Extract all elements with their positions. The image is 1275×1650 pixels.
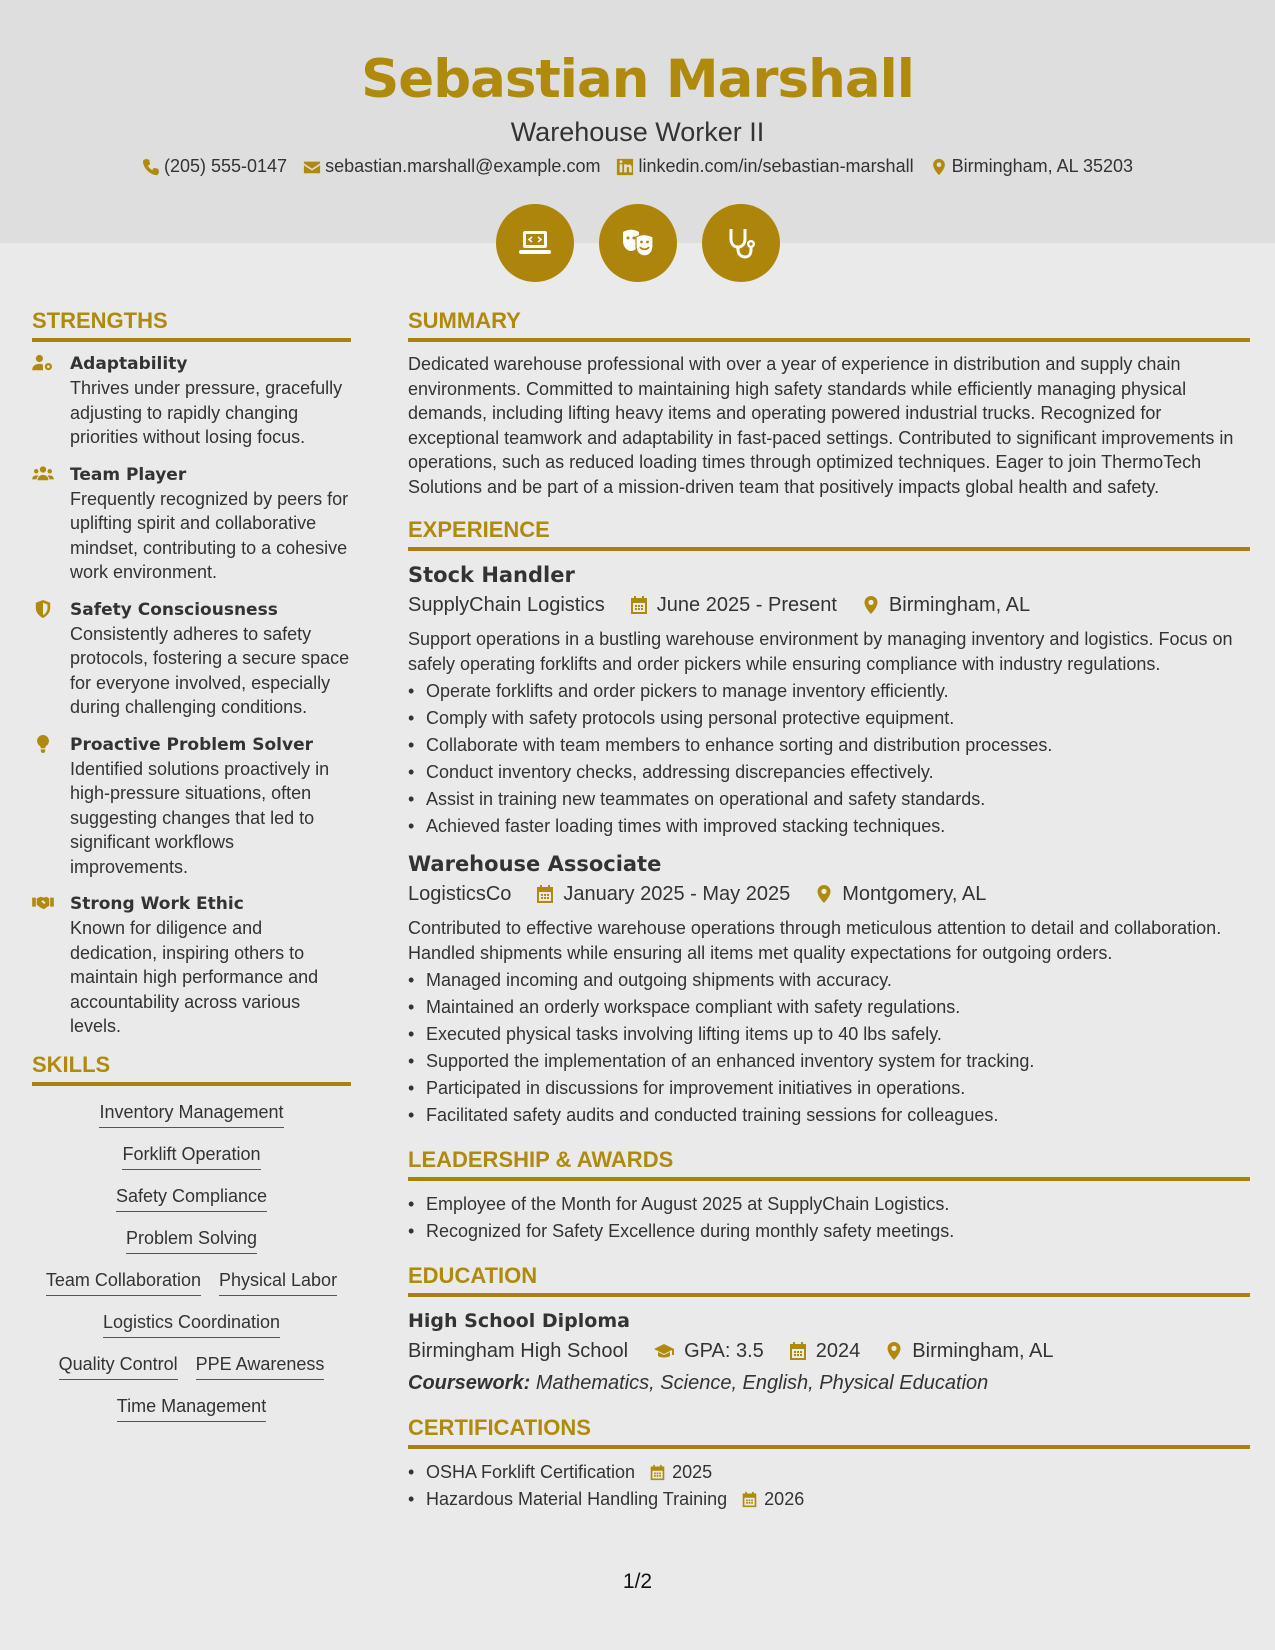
- strength-desc: Known for diligence and dedication, inspiring others to maintain high performance and accountability across various levels.: [70, 918, 319, 1036]
- list-item: • Comply with safety protocols using personal protective equipment.: [408, 705, 1250, 732]
- contact-linkedin[interactable]: [616, 156, 913, 177]
- users-icon: [32, 465, 54, 483]
- linkedin-text: linkedin.com/in/sebastian-marshall: [638, 156, 914, 176]
- strength-title: Safety Consciousness: [70, 599, 278, 620]
- gpa: GPA: 3.5: [684, 1340, 764, 1362]
- experience-heading: EXPERIENCE: [408, 517, 1250, 551]
- job-meta: [408, 878, 1250, 910]
- cert-name: • Hazardous Material Handling Training: [426, 1489, 728, 1509]
- location-pin-icon: [861, 595, 881, 615]
- graduation-cap-icon: [652, 1341, 676, 1361]
- job-bullets: [408, 678, 1250, 840]
- strength-title: Proactive Problem Solver: [70, 734, 313, 755]
- strength-item: [32, 598, 351, 720]
- coursework-text: Mathematics, Science, English, Physical Education: [535, 1372, 989, 1394]
- calendar-icon: [788, 1341, 808, 1361]
- cert-year: 2025: [672, 1462, 713, 1482]
- lightbulb-icon: [32, 735, 54, 753]
- strength-desc: Frequently recognized by peers for uplifting spirit and collaborative mindset, contributing to a cohesive work environment.: [70, 488, 349, 582]
- skill-tag: Safety Compliance: [116, 1184, 267, 1212]
- strength-desc: Thrives under pressure, gracefully adjusting to rapidly changing priorities without losing focus.: [70, 378, 343, 447]
- left-column: [32, 308, 351, 1436]
- job-title: Warehouse Worker II: [510, 117, 765, 147]
- certifications-list: [408, 1459, 1250, 1513]
- list-item: [408, 1459, 1250, 1486]
- job-role: Warehouse Associate: [408, 852, 662, 876]
- skill-tag: Forklift Operation: [122, 1142, 260, 1170]
- strength-item: [32, 352, 351, 450]
- list-item: [408, 1486, 1250, 1513]
- skill-tag: PPE Awareness: [196, 1352, 325, 1380]
- contact-location: [930, 156, 1133, 177]
- certifications-section: [408, 1415, 1250, 1513]
- strength-title: Strong Work Ethic: [70, 894, 244, 914]
- strength-title: Adaptability: [70, 354, 188, 374]
- location-pin-icon: [930, 158, 948, 176]
- skills-list: [32, 1100, 351, 1422]
- job-entry: [408, 850, 1250, 1129]
- coursework: [408, 1369, 1250, 1397]
- list-item: • Collaborate with team members to enhance sorting and distribution processes.: [408, 732, 1250, 759]
- interest-icons: [0, 204, 1275, 282]
- strength-desc: Identified solutions proactively in high-pressure situations, often suggesting changes that led to significant workflows improvements.: [70, 758, 330, 877]
- strength-item: [32, 892, 351, 1039]
- contact-email[interactable]: [303, 156, 600, 177]
- linkedin-icon: [616, 158, 634, 176]
- job-description: Support operations in a bustling warehouse environment by managing inventory and logistics. Focus on safely operating forklifts and order pickers while ensuring compliance with industry regulations.: [408, 629, 1233, 674]
- job-company: LogisticsCo: [408, 883, 512, 905]
- list-item: • Maintained an orderly workspace compliant with safety regulations.: [408, 994, 1250, 1021]
- summary-heading: SUMMARY: [408, 308, 1250, 342]
- skill-tag: Logistics Coordination: [103, 1310, 280, 1338]
- handshake-icon: [32, 894, 54, 912]
- job-meta: [408, 589, 1250, 621]
- email-text: sebastian.marshall@example.com: [325, 156, 601, 176]
- education-heading: EDUCATION: [408, 1263, 1250, 1297]
- list-item: • Participated in discussions for improvement initiatives in operations.: [408, 1075, 1250, 1102]
- list-item: • Assist in training new teammates on operational and safety standards.: [408, 786, 1250, 813]
- school-location: Birmingham, AL: [912, 1340, 1054, 1362]
- phone-icon: [142, 158, 160, 176]
- phone-text: (205) 555-0147: [163, 156, 288, 176]
- skills-heading: SKILLS: [32, 1052, 351, 1086]
- theater-masks-icon: [599, 204, 677, 282]
- skill-tag: Quality Control: [59, 1352, 178, 1380]
- coursework-label: Coursework:: [408, 1372, 531, 1394]
- page-number: 1/2: [622, 1570, 653, 1593]
- job-role: Stock Handler: [408, 563, 575, 587]
- laptop-code-icon: [496, 204, 574, 282]
- skill-tag: Problem Solving: [126, 1226, 257, 1254]
- skill-tag: Time Management: [117, 1394, 266, 1422]
- summary-section: [408, 308, 1250, 499]
- candidate-name: Sebastian Marshall: [361, 49, 914, 110]
- strength-title: Team Player: [70, 464, 187, 485]
- experience-section: [408, 517, 1250, 1129]
- contact-bar: [0, 156, 1275, 177]
- strength-desc: Consistently adheres to safety protocols, fostering a secure space for everyone involved, especially during challenging conditions.: [70, 623, 350, 717]
- job-dates: January 2025 - May 2025: [563, 883, 791, 905]
- certifications-heading: CERTIFICATIONS: [408, 1415, 1250, 1449]
- job-bullets: [408, 967, 1250, 1129]
- calendar-icon: [629, 595, 649, 615]
- cert-name: • OSHA Forklift Certification: [426, 1462, 636, 1482]
- skill-tag: Inventory Management: [99, 1100, 283, 1128]
- skill-tag: Team Collaboration: [46, 1268, 201, 1296]
- leadership-heading: LEADERSHIP & AWARDS: [408, 1147, 1250, 1181]
- cert-year: 2026: [764, 1489, 805, 1509]
- grad-year: 2024: [815, 1340, 861, 1362]
- calendar-icon: [535, 884, 555, 904]
- user-gear-icon: [32, 354, 54, 372]
- list-item: • Recognized for Safety Excellence during monthly safety meetings.: [408, 1218, 1250, 1245]
- list-item: • Employee of the Month for August 2025 at SupplyChain Logistics.: [408, 1191, 1250, 1218]
- job-description: Contributed to effective warehouse operations through meticulous attention to detail and collaboration. Handled shipments while ensuring all items met quality expectations for outgoing orders.: [408, 918, 1222, 963]
- job-entry: [408, 561, 1250, 840]
- strengths-heading: STRENGTHS: [32, 308, 351, 342]
- list-item: • Facilitated safety audits and conducted training sessions for colleagues.: [408, 1102, 1250, 1129]
- location-pin-icon: [884, 1341, 904, 1361]
- job-location: Birmingham, AL: [888, 594, 1031, 616]
- envelope-icon: [303, 158, 321, 176]
- stethoscope-icon: [702, 204, 780, 282]
- list-item: • Operate forklifts and order pickers to manage inventory efficiently.: [408, 678, 1250, 705]
- education-meta: [408, 1335, 1250, 1367]
- list-item: • Achieved faster loading times with improved stacking techniques.: [408, 813, 1250, 840]
- list-item: • Executed physical tasks involving lifting items up to 40 lbs safely.: [408, 1021, 1250, 1048]
- calendar-icon: [741, 1491, 758, 1508]
- leadership-section: [408, 1147, 1250, 1245]
- list-item: • Conduct inventory checks, addressing discrepancies effectively.: [408, 759, 1250, 786]
- summary-text: Dedicated warehouse professional with over a year of experience in distribution and supply chain environments. Committed to maintaining high safety standards while efficiently managing physical demands, including lifting heavy items and operating powered industrial trucks. Recognized for exceptional teamwork and adaptability in fast-paced settings. Contributed to significant improvements in operations, such as reduced loading times through optimized techniques. Eager to join ThermoTech Solutions and be part of a mission-driven team that positively impacts global health and safety.: [408, 354, 1234, 497]
- right-column: [408, 308, 1250, 1531]
- job-dates: June 2025 - Present: [656, 594, 837, 616]
- calendar-icon: [649, 1464, 666, 1481]
- location-text: Birmingham, AL 35203: [951, 156, 1134, 176]
- contact-phone[interactable]: [142, 156, 287, 177]
- list-item: • Supported the implementation of an enhanced inventory system for tracking.: [408, 1048, 1250, 1075]
- school-name: Birmingham High School: [408, 1340, 629, 1362]
- awards-list: [408, 1191, 1250, 1245]
- job-company: SupplyChain Logistics: [408, 594, 605, 616]
- strength-item: [32, 463, 351, 585]
- shield-icon: [32, 600, 54, 618]
- location-pin-icon: [814, 884, 834, 904]
- degree: High School Diploma: [408, 1310, 630, 1332]
- strength-item: [32, 733, 351, 880]
- job-location: Montgomery, AL: [842, 883, 987, 905]
- skill-tag: Physical Labor: [219, 1268, 337, 1296]
- list-item: • Managed incoming and outgoing shipments with accuracy.: [408, 967, 1250, 994]
- education-section: [408, 1263, 1250, 1397]
